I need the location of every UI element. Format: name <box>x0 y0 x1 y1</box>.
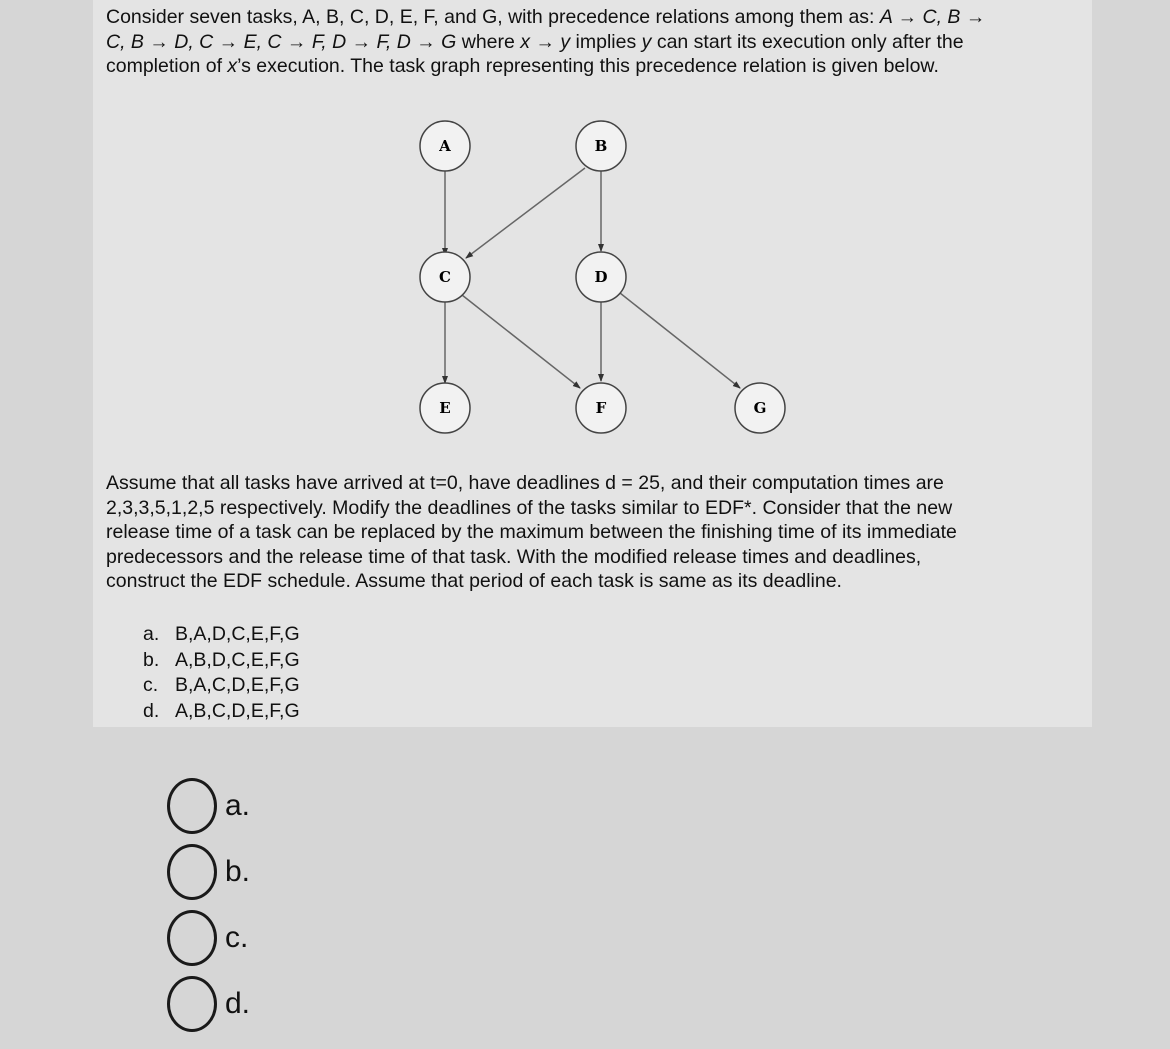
body-line: release time of a task can be replaced by the maximum between the finishing time of its immediate <box>106 521 957 543</box>
node-f <box>576 383 626 433</box>
node-a <box>420 121 470 171</box>
inline-option: b. A,B,D,C,E,F,G <box>143 648 300 671</box>
answer-option-a[interactable] <box>167 773 250 839</box>
node-e <box>420 383 470 433</box>
radio-button-d[interactable] <box>167 976 217 1032</box>
svg-text:F: F <box>595 399 607 417</box>
edge-d-g <box>620 293 740 388</box>
svg-text:E: E <box>439 399 451 417</box>
radio-button-b[interactable] <box>167 844 217 900</box>
svg-text:G: G <box>753 399 767 417</box>
svg-text:C: C <box>439 268 451 286</box>
question-body <box>106 471 1086 594</box>
answer-option-b[interactable] <box>167 839 250 905</box>
inline-option: c. B,A,C,D,E,F,G <box>143 674 300 696</box>
svg-text:B: B <box>594 137 608 155</box>
body-line: Assume that all tasks have arrived at t=0, have deadlines d = 25, and their computation times are <box>106 472 944 494</box>
inline-option: a. B,A,D,C,E,F,G <box>143 623 300 645</box>
body-line: 2,3,3,5,1,2,5 respectively. Modify the deadlines of the tasks similar to EDF*. Consider that the new <box>106 496 953 519</box>
answer-label-d: d. <box>225 987 251 1020</box>
radio-button-c[interactable] <box>167 910 217 966</box>
answer-option-c[interactable] <box>167 905 250 971</box>
node-b <box>576 121 626 171</box>
edge-c-f <box>462 295 580 388</box>
question-intro: Consider seven tasks, A, B, C, D, E, F, and G, with precedence relations among them as: A → C, B → C, B → D, C → E, C → F, D → F, D → G where x → y implies y can start its execution only after the completion of x’s execution. The task graph representing this precedence relation is given below. <box>106 6 986 77</box>
radio-button-a[interactable] <box>167 778 217 834</box>
body-line: predecessors and the release time of that task. With the modified release times and deadlines, <box>106 545 922 568</box>
svg-text:D: D <box>594 268 608 286</box>
answer-label-a: a. <box>225 789 251 822</box>
answer-radio-group <box>167 773 250 1037</box>
inline-option: d. A,B,C,D,E,F,G <box>143 699 300 722</box>
task-graph <box>93 0 1092 460</box>
question-card <box>93 0 1092 727</box>
answer-label-c: c. <box>225 921 249 954</box>
svg-text:A: A <box>439 137 451 155</box>
edge-b-c <box>466 168 585 258</box>
body-line: construct the EDF schedule. Assume that period of each task is same as its deadline. <box>106 570 842 592</box>
node-g <box>735 383 785 433</box>
answer-label-b: b. <box>225 855 251 888</box>
node-d <box>576 252 626 302</box>
inline-options-list <box>143 622 300 724</box>
node-c <box>420 252 470 302</box>
answer-option-d[interactable] <box>167 971 250 1037</box>
